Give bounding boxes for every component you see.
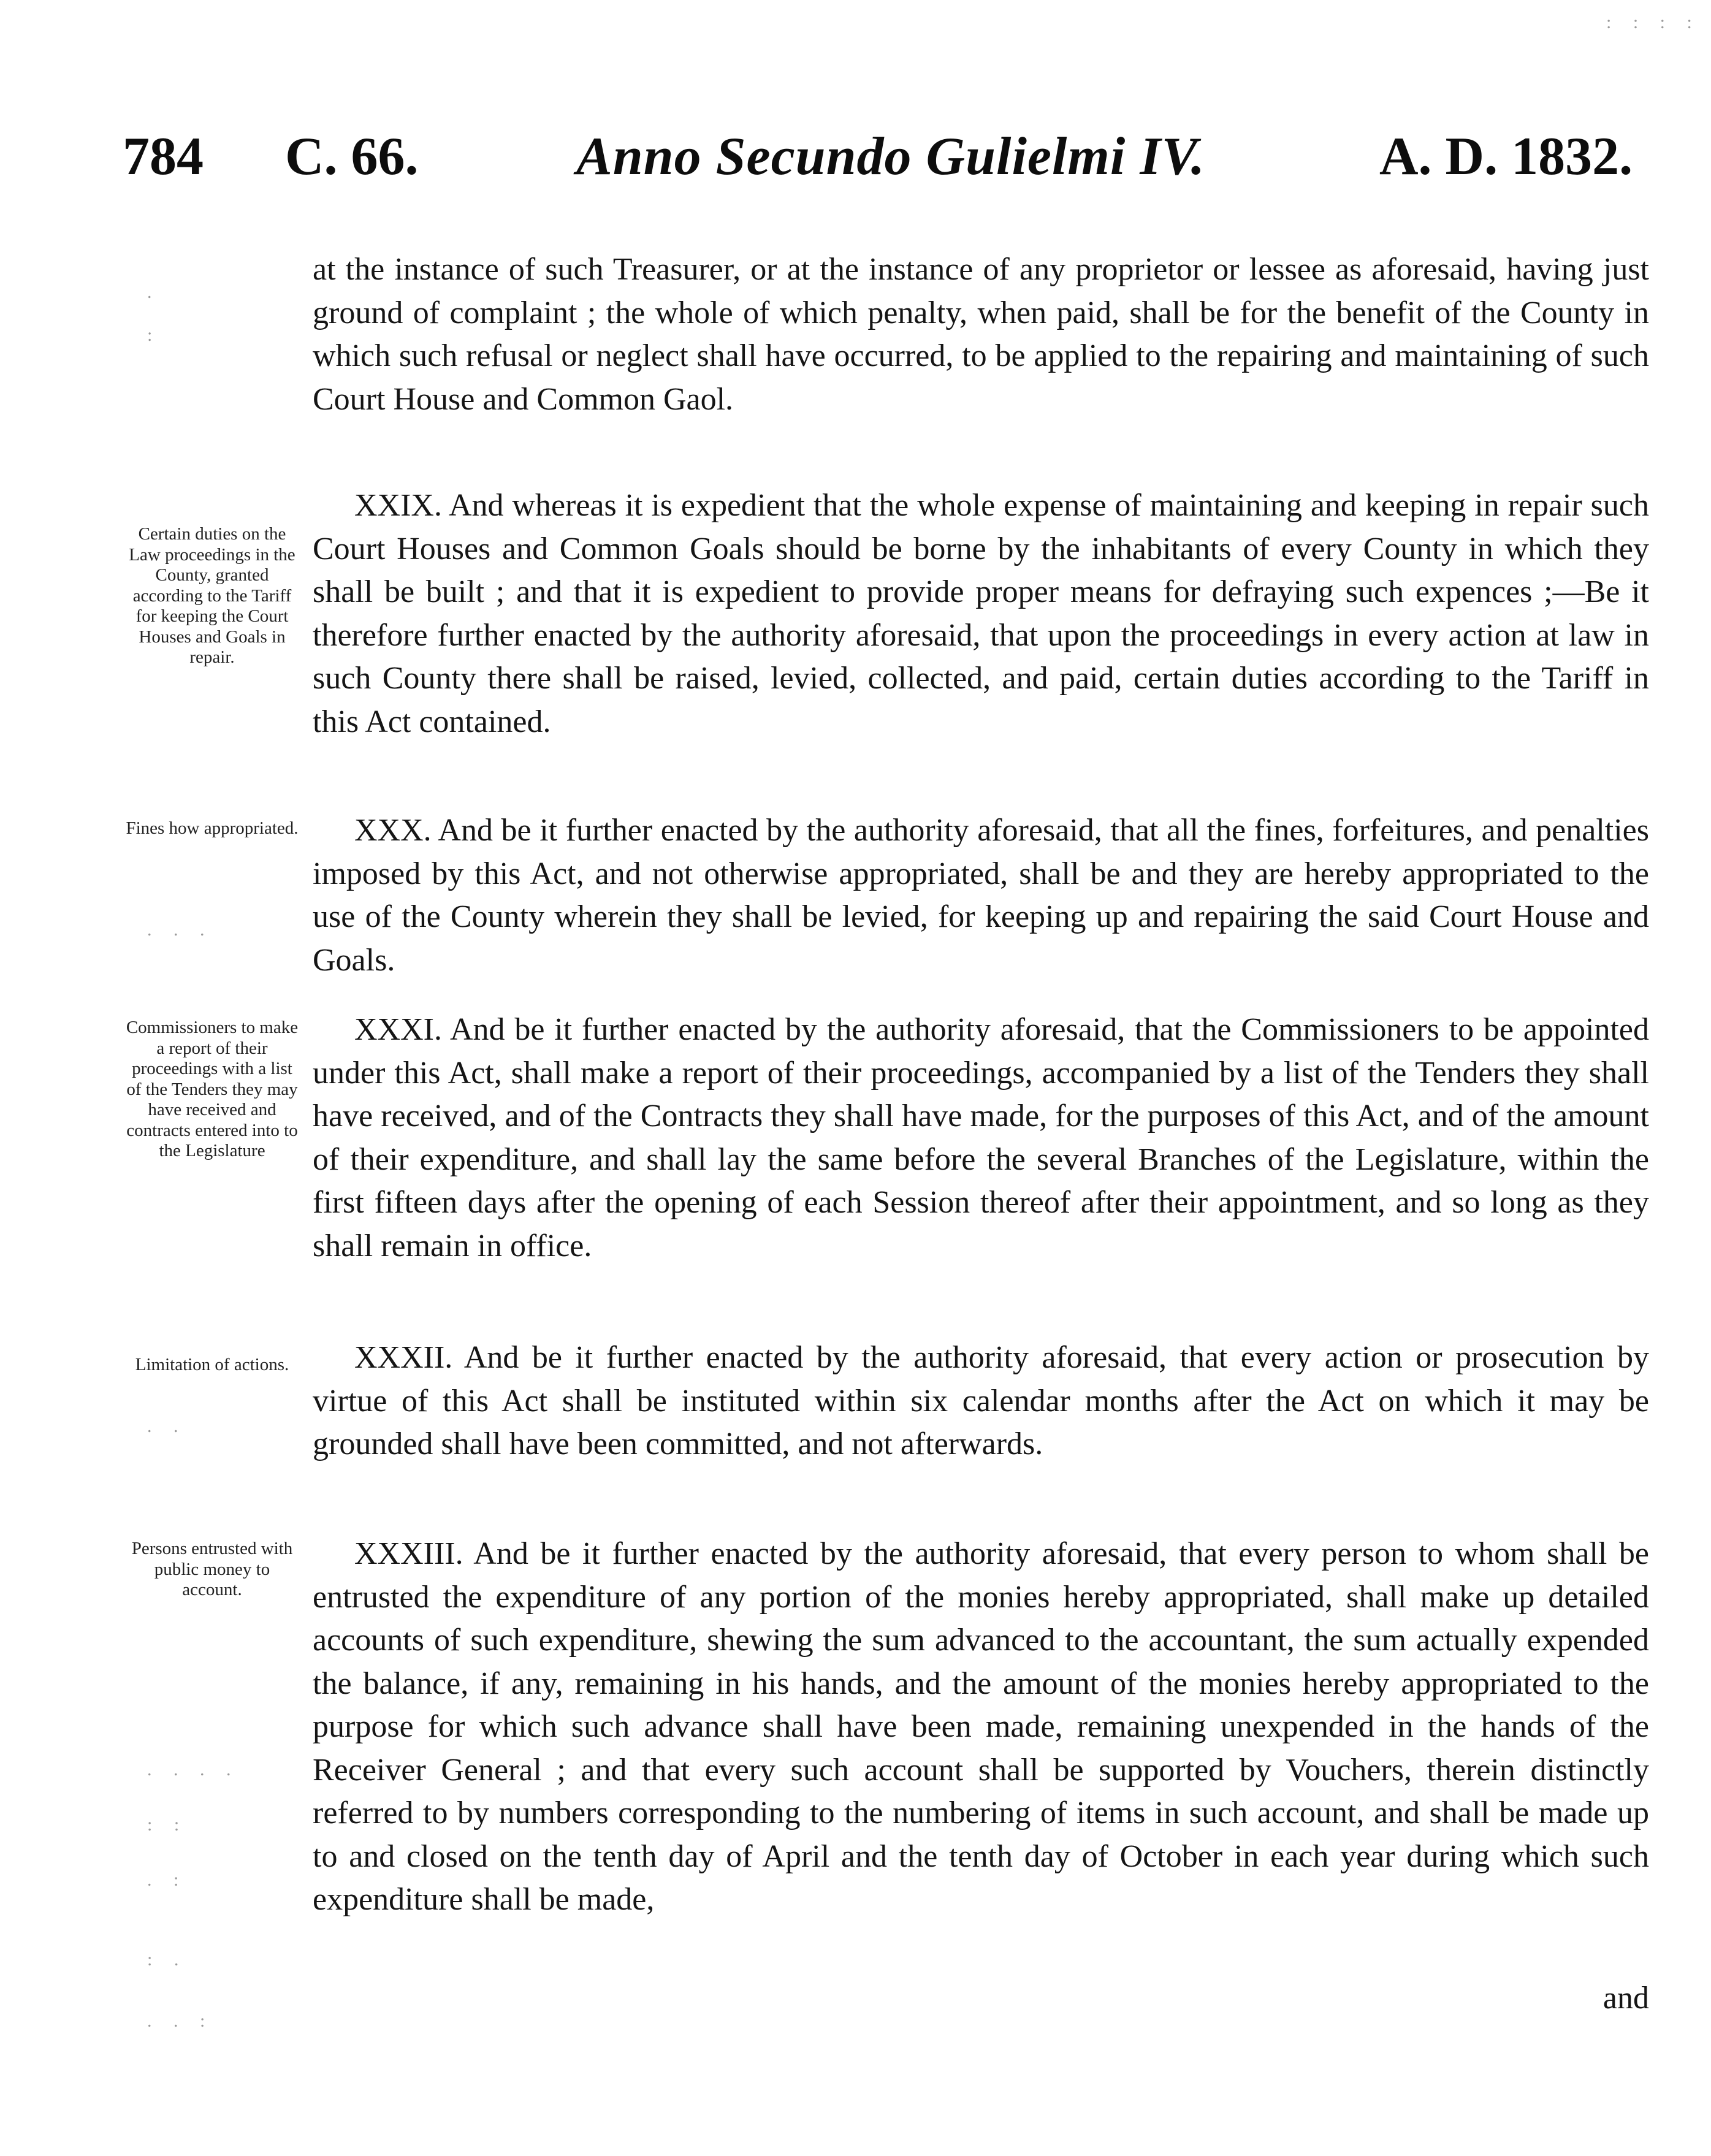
section-33-text: XXXIII. And be it further enacted by the authority aforesaid, that every person to whom shall be entrusted the expenditure of any portion of the monies hereby appropriated, shall make up detailed accounts of such expenditure, shewing the sum advanced to the accountant, the sum actually expended the balance, if any, remaining in his hands, and the amount of the monies hereby appropriated to the purpose for which such advance shall have been made, remaining unexpended in the hands of the Receiver General ; and that every such account shall be supported by Vouchers, therein distinctly referred to by numbers corresponding to the numbering of items in such account, and shall be made up to and closed on the tenth day of April and the tenth day of October in each year during which such expenditure shall be made, <box>313 1536 1649 1917</box>
scan-speckle: : <box>147 325 161 345</box>
margin-note-section-29: Certain duties on the Law proceedings in the County, granted according to the Tariff for keeping the Court Houses and Goals in repair. <box>129 524 295 667</box>
header-title: Anno Secundo Gulielmi IV. <box>576 127 1205 186</box>
section-32-text: XXXII. And be it further enacted by the authority aforesaid, that every action or prosecution by virtue of this Act shall be instituted within six calendar months after the Act on which it may be grounded shall have been committed, and not afterwards. <box>313 1340 1649 1461</box>
scan-speckle: . <box>147 282 161 302</box>
scan-speckle: : : : : <box>1606 12 1701 32</box>
section-30-block <box>313 809 1649 982</box>
section-33-block <box>313 1533 1649 1922</box>
running-header <box>123 126 1655 193</box>
section-31-text: XXXI. And be it further enacted by the authority aforesaid, that the Commissioners to be appointed under this Act, shall make a report of their proceedings, accompanied by a list of the Tenders they shall have received, and of the Contracts they shall have made, for the purposes of this Act, and of the amount of their expenditure, and shall lay the same before the several Branches of the Legislature, within the first fifteen days after the opening of each Session thereof after their appointment, and so long as they shall remain in office. <box>313 1012 1649 1263</box>
scan-speckle: . : <box>147 1870 188 1890</box>
section-32-block <box>313 1336 1649 1466</box>
header-year: A. D. 1832. <box>1379 127 1633 186</box>
section-29-text: XXIX. And whereas it is expedient that the whole expense of maintaining and keeping in repair such Court Houses and Common Goals should be borne by the inhabitants of every County in which they shall be built ; and that it is expedient to provide proper means for defraying such expences ;—Be it therefore further enacted by the authority aforesaid, that upon the proceedings in every action at law in such County there shall be raised, levied, collected, and paid, certain duties according to the Tariff in this Act contained. <box>313 488 1649 739</box>
scan-speckle: . . . . <box>147 1759 240 1780</box>
scan-speckle: . . : <box>147 2011 214 2031</box>
margin-note-section-30: Fines how appropriated. <box>126 818 299 838</box>
paragraph-continuation-block <box>313 248 1649 421</box>
section-30-text: XXX. And be it further enacted by the authority aforesaid, that all the fines, forfeitures, and penalties imposed by this Act, and not otherwise appropriated, shall be and they are hereby appropriated to the use of the County wherein they shall be levied, for keeping up and repairing the said Court House and Goals. <box>313 813 1649 978</box>
section-29-block <box>313 484 1649 744</box>
scan-speckle: . . . <box>147 920 213 940</box>
page-number: 784 <box>123 127 204 186</box>
chapter-number: C. 66. <box>285 127 419 186</box>
catchword: and <box>1602 1981 1649 2016</box>
scan-speckle: : . <box>147 1949 188 1970</box>
margin-note-section-32: Limitation of actions. <box>135 1355 289 1374</box>
margin-note-section-33: Persons entrusted with public money to account. <box>131 1539 293 1599</box>
scan-speckle: . . <box>147 1416 187 1436</box>
section-31-block <box>313 1008 1649 1268</box>
margin-note-section-31: Commissioners to make a report of their proceedings with a list of the Tenders they may have received and contracts entered into to the Legislature <box>126 1018 299 1160</box>
paragraph-continuation: at the instance of such Treasurer, or at the instance of any proprietor or lessee as aforesaid, having just ground of complaint ; the whole of which penalty, when paid, shall be for the benefit of the County in which such refusal or neglect shall have occurred, to be applied to the repairing and maintaining of such Court House and Common Gaol. <box>313 252 1649 417</box>
scan-speckle: : : <box>147 1815 188 1835</box>
